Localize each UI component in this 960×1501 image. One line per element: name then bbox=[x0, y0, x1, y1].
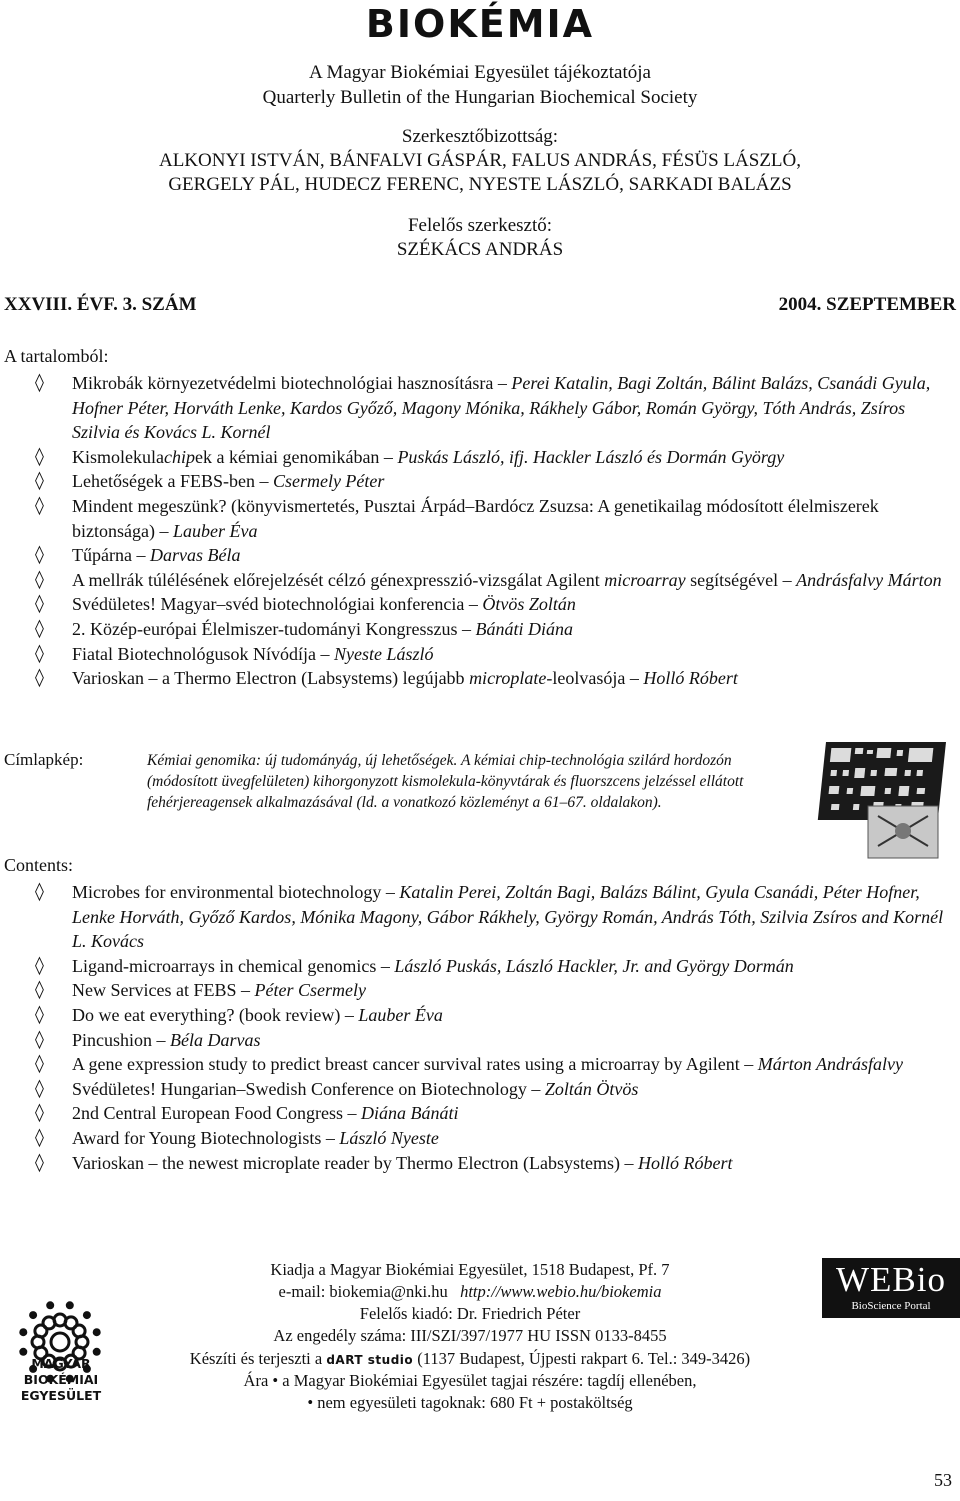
diamond-icon: ◊ bbox=[35, 568, 44, 590]
diamond-icon: ◊ bbox=[35, 617, 44, 639]
toc-item-author: László Nyeste bbox=[339, 1127, 439, 1148]
toc-item-author: Bánáti Diána bbox=[475, 618, 574, 639]
logo-text-line: MAGYAR bbox=[31, 1356, 91, 1371]
toc-item-title: New Services at FEBS – bbox=[72, 980, 255, 1001]
toc-en-item bbox=[0, 954, 950, 979]
diamond-icon: ◊ bbox=[35, 667, 44, 689]
toc-item-title: A mellrák túlélésének előrejelzését célzó génexpresszió-vizsgálat Agilent bbox=[72, 569, 605, 590]
publisher-line: Kiadja a Magyar Biokémiai Egyesület, 1518 Budapest, Pf. 7 bbox=[270, 1260, 670, 1279]
toc-hu-item bbox=[0, 568, 950, 593]
toc-en-item bbox=[0, 1151, 950, 1176]
publisher-price-members: Ára • a Magyar Biokémiai Egyesület tagjai részére: tagdíj ellenében, bbox=[243, 1371, 697, 1390]
toc-item-author: Holló Róbert bbox=[643, 668, 738, 689]
toc-en-item bbox=[0, 1052, 950, 1077]
cover-chip-image bbox=[810, 736, 960, 862]
diamond-icon: ◊ bbox=[35, 979, 44, 1001]
toc-item-author: Márton Andrásfalvy bbox=[757, 1054, 903, 1075]
toc-item-title: segítségével – bbox=[685, 569, 797, 590]
toc-item-author: Holló Róbert bbox=[637, 1152, 733, 1173]
editorial-board-label: Szerkesztőbizottság: bbox=[401, 126, 559, 147]
toc-en-item bbox=[0, 978, 950, 1003]
toc-item-author: Puskás László, ifj. Hackler László és Dormán György bbox=[397, 446, 785, 467]
issue-date: 2004. SZEPTEMBER bbox=[778, 294, 956, 315]
diamond-icon: ◊ bbox=[35, 1102, 44, 1124]
diamond-icon: ◊ bbox=[35, 1151, 44, 1173]
diamond-icon: ◊ bbox=[35, 1028, 44, 1050]
toc-hu-item bbox=[0, 642, 950, 667]
diamond-icon: ◊ bbox=[35, 881, 44, 902]
toc-en-item bbox=[0, 1028, 950, 1053]
email-link[interactable]: e-mail: biokemia@nki.hu bbox=[278, 1282, 448, 1301]
issue-volume: XXVIII. ÉVF. 3. SZÁM bbox=[4, 294, 197, 315]
masthead-title: BIOKÉMIA bbox=[365, 2, 595, 46]
society-logo-icon bbox=[10, 1248, 110, 1438]
toc-item-title: Fiatal Biotechnológusok Nívódíja – bbox=[72, 643, 334, 664]
publisher-contact bbox=[110, 1281, 830, 1303]
publisher-license: Az engedély száma: III/SZI/397/1977 HU ISSN 0133-8455 bbox=[273, 1326, 667, 1345]
toc-item-title: Varioskan – the newest microplate reader by Thermo Electron (Labsystems) – bbox=[72, 1152, 638, 1173]
toc-item-title-italic: microplate bbox=[469, 668, 547, 689]
chief-editor-label: Felelős szerkesztő: bbox=[407, 215, 553, 236]
toc-english-list bbox=[0, 880, 950, 1175]
toc-item-title: Mikrobák környezetvédelmi biotechnológiai hasznosításra – bbox=[72, 373, 512, 393]
toc-item-author: Ötvös Zoltán bbox=[482, 594, 576, 615]
toc-item-title: Lehetőségek a FEBS-ben – bbox=[72, 471, 273, 492]
toc-item-author: Diána Bánáti bbox=[360, 1103, 459, 1124]
toc-item-title: 2. Közép-európai Élelmiszer-tudományi Kongresszus – bbox=[72, 618, 476, 639]
editorial-board-line-1: ALKONYI ISTVÁN, BÁNFALVI GÁSPÁR, FALUS ANDRÁS, FÉSÜS LÁSZLÓ, bbox=[158, 150, 802, 171]
toc-en-item bbox=[0, 1077, 950, 1102]
toc-item-author: Katalin Perei, Zoltán Bagi, Balázs Bálint, Gyula Csanádi, Péter Hofner, Lenke Horváth, Győző Kardos, Mónika Magony, Gábor Rákhely, György Román, András Tóth, Szilvia Zsíros and Kornél L. Kovács bbox=[72, 882, 944, 952]
toc-item-author: Nyeste László bbox=[333, 643, 434, 664]
toc-item-title-italic: chip bbox=[164, 446, 195, 467]
toc-item-title: Svédületes! Magyar–svéd biotechnológiai konferencia – bbox=[72, 594, 483, 615]
toc-en-item bbox=[0, 1101, 950, 1126]
toc-item-author: Perei Katalin, Bagi Zoltán, Bálint Balázs, Csanádi Gyula, Hofner Péter, Horváth Lenke, Kardos Győző, Magony Mónika, Rákhely Gábor, Román György, Tóth András, Zsíros Szilvia és Kovács L. Kornél bbox=[72, 373, 931, 443]
toc-item-title: Mindent megeszünk? (könyvismertetés, Pusztai Árpád–Bardócz Zsuzsa: A genetikailag módosított élelmiszerek biztonsága) – bbox=[72, 495, 879, 541]
producer-text: Készíti és terjeszti a bbox=[189, 1349, 327, 1368]
diamond-icon: ◊ bbox=[35, 544, 44, 566]
publisher-price-nonmembers: • nem egyesületi tagoknak: 680 Ft + postaköltség bbox=[307, 1393, 633, 1412]
toc-hungarian-list bbox=[0, 371, 950, 691]
toc-hu-item bbox=[0, 617, 950, 642]
webio-logo bbox=[822, 1258, 960, 1318]
toc-item-title: A gene expression study to predict breast cancer survival rates using a microarray by Agilent – bbox=[72, 1054, 758, 1075]
dart-studio-mark: dART studio bbox=[326, 1353, 414, 1367]
diamond-icon: ◊ bbox=[35, 372, 44, 393]
diamond-icon: ◊ bbox=[35, 494, 44, 516]
diamond-icon: ◊ bbox=[35, 1077, 44, 1099]
toc-item-title-italic: microarray bbox=[604, 569, 686, 590]
toc-item-title: Tűpárna – bbox=[72, 545, 150, 566]
diamond-icon: ◊ bbox=[35, 445, 44, 467]
toc-item-author: Darvas Béla bbox=[149, 545, 241, 566]
toc-item-author: Péter Csermely bbox=[254, 980, 366, 1001]
toc-item-title: Award for Young Biotechnologists – bbox=[72, 1127, 340, 1148]
publisher-producer bbox=[110, 1348, 830, 1371]
logo-text-line: EGYESÜLET bbox=[20, 1388, 102, 1403]
toc-item-title: Svédületes! Hungarian–Swedish Conference on Biotechnology – bbox=[72, 1078, 545, 1099]
diamond-icon: ◊ bbox=[35, 593, 44, 615]
publisher-responsible: Felelős kiadó: Dr. Friedrich Péter bbox=[359, 1304, 581, 1323]
toc-hu-item bbox=[0, 469, 950, 494]
toc-item-title: Do we eat everything? (book review) – bbox=[72, 1004, 359, 1025]
diamond-icon: ◊ bbox=[35, 642, 44, 664]
diamond-icon: ◊ bbox=[35, 1126, 44, 1148]
toc-en-item bbox=[0, 1126, 950, 1151]
toc-hu-item bbox=[0, 543, 950, 568]
toc-en-item bbox=[0, 880, 950, 954]
toc-hungarian-heading: A tartalomból: bbox=[4, 346, 109, 366]
webio-logo-word: WEBio bbox=[836, 1260, 946, 1299]
toc-item-author: László Puskás, László Hackler, Jr. and György Dormán bbox=[394, 955, 794, 976]
toc-item-title: ek a kémiai genomikában – bbox=[195, 446, 398, 467]
toc-en-item bbox=[0, 1003, 950, 1028]
toc-hu-item bbox=[0, 371, 950, 445]
diamond-icon: ◊ bbox=[35, 954, 44, 976]
subtitle-english: Quarterly Bulletin of the Hungarian Biochemical Society bbox=[262, 87, 698, 108]
toc-item-title: Microbes for environmental biotechnology – bbox=[72, 882, 400, 902]
editorial-board-line-2: GERGELY PÁL, HUDECZ FERENC, NYESTE LÁSZLÓ, SARKADI BALÁZS bbox=[168, 174, 792, 195]
toc-hu-item bbox=[0, 445, 950, 470]
diamond-icon: ◊ bbox=[35, 1003, 44, 1025]
cover-caption: Kémiai genomika: új tudományág, új lehetőségek. A kémiai chip-technológia szilárd hordozón (módosított üvegfelületen) kihorgonyzott kismolekula-könyvtárak és fluorszcens jelzéssel ellátott fehérjereagensek alkalmazásával (ld. a vonatkozó közleményt a 61–67. oldalakon). bbox=[147, 752, 744, 811]
toc-item-author: Csermely Péter bbox=[272, 471, 385, 492]
producer-address: (1137 Budapest, Újpesti rakpart 6. Tel.: 349-3426) bbox=[413, 1349, 751, 1368]
toc-item-title: Pincushion – bbox=[72, 1029, 171, 1050]
toc-item-author: Béla Darvas bbox=[170, 1029, 261, 1050]
webio-logo-subtitle: BioScience Portal bbox=[851, 1300, 931, 1312]
toc-item-author: Lauber Éva bbox=[172, 520, 258, 541]
society-logo-text bbox=[8, 1356, 114, 1404]
subtitle-hungarian: A Magyar Biokémiai Egyesület tájékoztatója bbox=[309, 62, 651, 83]
website-link[interactable]: http://www.webio.hu/biokemia bbox=[460, 1282, 662, 1301]
toc-item-title: 2nd Central European Food Congress – bbox=[72, 1103, 361, 1124]
toc-item-author: Lauber Éva bbox=[358, 1004, 443, 1025]
toc-item-title: Varioskan – a Thermo Electron (Labsystems) legújabb bbox=[72, 668, 470, 689]
chief-editor-name: SZÉKÁCS ANDRÁS bbox=[396, 239, 564, 260]
toc-item-title: Kismolekula bbox=[72, 446, 164, 467]
toc-hu-item bbox=[0, 494, 950, 543]
toc-hu-item bbox=[0, 666, 950, 691]
toc-item-title: Ligand-microarrays in chemical genomics – bbox=[72, 955, 395, 976]
diamond-icon: ◊ bbox=[35, 1053, 44, 1075]
toc-english-heading: Contents: bbox=[4, 855, 74, 875]
toc-item-title: -leolvasója – bbox=[546, 668, 644, 689]
toc-hu-item bbox=[0, 592, 950, 617]
cover-label: Címlapkép: bbox=[4, 750, 84, 769]
logo-text-line: BIOKÉMIAI bbox=[23, 1372, 99, 1387]
toc-item-author: Andrásfalvy Márton bbox=[796, 569, 942, 590]
page-number: 53 bbox=[934, 1470, 952, 1490]
toc-item-author: Zoltán Ötvös bbox=[544, 1078, 639, 1099]
diamond-icon: ◊ bbox=[35, 470, 44, 492]
